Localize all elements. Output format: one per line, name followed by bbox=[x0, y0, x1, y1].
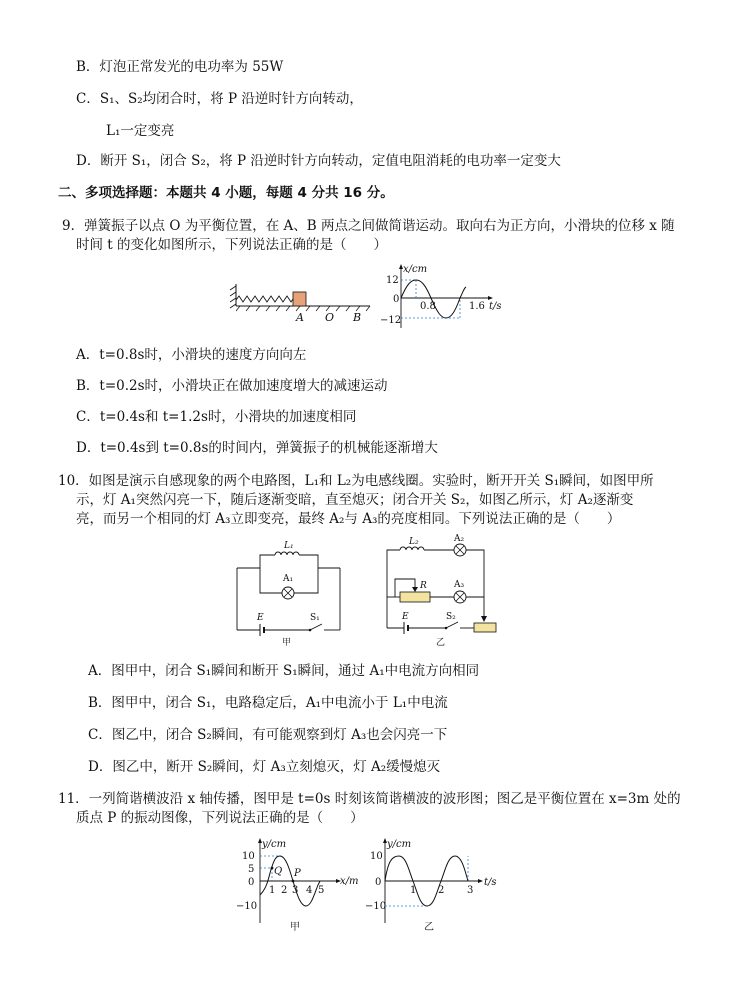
svg-text:L₁: L₁ bbox=[284, 541, 294, 551]
svg-text:2: 2 bbox=[281, 885, 288, 896]
svg-text:4: 4 bbox=[306, 885, 313, 896]
svg-text:E: E bbox=[257, 613, 264, 623]
svg-text:A₃: A₃ bbox=[454, 580, 465, 590]
q10-stem-line1: 10．如图是演示自感现象的两个电路图，L₁和 L₂为电感线圈。实验时，断开开关 S₁瞬间，如图甲所 bbox=[58, 473, 654, 489]
q8-option-d: D．断开 S₁，闭合 S₂，将 P 沿逆时针方向转动，定值电阻消耗的电功率一定变大 bbox=[76, 153, 561, 169]
svg-text:t/s: t/s bbox=[484, 877, 497, 888]
resistor bbox=[474, 623, 496, 632]
q10-circuit-jia bbox=[230, 535, 345, 650]
section-title: 二、多项选择题：本题共 4 小题，每题 4 分共 16 分。 bbox=[58, 185, 394, 201]
q10-option-b: B．图甲中，闭合 S₁，电路稳定后，A₁中电流小于 L₁中电流 bbox=[88, 695, 448, 711]
label-B: B bbox=[353, 311, 362, 324]
svg-text:3: 3 bbox=[467, 885, 474, 896]
label-A: A bbox=[296, 311, 304, 324]
q9-option-d: D．t=0.4s到 t=0.8s的时间内，弹簧振子的机械能逐渐增大 bbox=[76, 440, 438, 456]
q11-stem-line1: 11．一列简谐横波沿 x 轴传播，图甲是 t=0s 时刻该简谐横波的波形图；图乙是平衡位置在 x=3m 处的 bbox=[58, 791, 681, 807]
label-O: O bbox=[325, 311, 335, 324]
svg-text:y/cm: y/cm bbox=[387, 839, 412, 850]
svg-text:3: 3 bbox=[292, 885, 299, 896]
svg-text:S₁: S₁ bbox=[310, 613, 320, 623]
svg-text:0: 0 bbox=[393, 294, 400, 305]
q8-option-c-line2: L₁一定变亮 bbox=[106, 123, 175, 139]
q11-wave-graph-jia bbox=[236, 835, 365, 935]
svg-text:P: P bbox=[294, 868, 301, 879]
spring bbox=[236, 296, 293, 302]
svg-text:x/cm: x/cm bbox=[403, 264, 428, 275]
svg-text:R: R bbox=[420, 581, 427, 591]
svg-text:12: 12 bbox=[386, 275, 399, 286]
q9-xt-graph bbox=[380, 262, 505, 330]
q10-option-a: A．图甲中，闭合 S₁瞬间和断开 S₁瞬间，通过 A₁中电流方向相同 bbox=[88, 663, 480, 679]
svg-text:−10: −10 bbox=[365, 901, 387, 912]
q9-stem-line1: 9．弹簧振子以点 O 为平衡位置，在 A、B 两点之间做简谐运动。取向右为正方向，小滑块的位移 x 随 bbox=[62, 218, 675, 234]
q9-option-a: A．t=0.8s时，小滑块的速度方向向左 bbox=[76, 347, 307, 363]
q10-stem-line2: 示，灯 A₁突然闪亮一下，随后逐渐变暗，直至熄灭；闭合开关 S₂，如图乙所示，灯 A₂逐渐变 bbox=[76, 492, 634, 508]
svg-text:10: 10 bbox=[242, 851, 255, 862]
svg-text:x/m: x/m bbox=[340, 876, 359, 887]
svg-text:A₁: A₁ bbox=[283, 574, 294, 584]
q11-vibration-graph-yi bbox=[365, 835, 500, 935]
rheostat-R bbox=[400, 592, 430, 602]
q9-stem-line2: 时间 t 的变化如图所示，下列说法正确的是（ ） bbox=[76, 237, 388, 253]
svg-text:t/s: t/s bbox=[489, 301, 502, 312]
svg-text:1: 1 bbox=[410, 885, 417, 896]
q10-option-c: C．图乙中，闭合 S₂瞬间，有可能观察到灯 A₃也会闪亮一下 bbox=[88, 727, 448, 743]
svg-text:乙: 乙 bbox=[436, 638, 446, 648]
svg-text:−12: −12 bbox=[380, 315, 402, 326]
svg-text:L₂: L₂ bbox=[409, 537, 419, 547]
q8-option-b: B．灯泡正常发光的电功率为 55W bbox=[76, 59, 284, 75]
svg-text:−10: −10 bbox=[236, 901, 258, 912]
sine-curve bbox=[401, 280, 460, 318]
q9-option-b: B．t=0.2s时，小滑块正在做加速度增大的减速运动 bbox=[76, 378, 388, 394]
svg-text:0: 0 bbox=[375, 877, 382, 888]
svg-text:1: 1 bbox=[269, 885, 276, 896]
svg-text:2: 2 bbox=[438, 885, 445, 896]
svg-text:0.8: 0.8 bbox=[420, 301, 436, 312]
svg-text:A₂: A₂ bbox=[454, 534, 465, 544]
q10-circuit-yi bbox=[380, 535, 505, 650]
q11-stem-line2: 质点 P 的振动图像，下列说法正确的是（ ） bbox=[76, 810, 364, 826]
svg-text:乙: 乙 bbox=[424, 922, 434, 933]
q9-spring-figure bbox=[230, 280, 375, 325]
svg-text:1.6: 1.6 bbox=[469, 301, 485, 312]
svg-text:甲: 甲 bbox=[282, 638, 292, 648]
q9-option-c: C．t=0.4s和 t=1.2s时，小滑块的加速度相同 bbox=[76, 409, 357, 425]
q8-option-c-line1: C．S₁、S₂均闭合时，将 P 沿逆时针方向转动， bbox=[76, 91, 363, 107]
point-P bbox=[292, 880, 295, 883]
slider-block bbox=[293, 292, 306, 306]
point-Q bbox=[271, 867, 274, 870]
q10-stem-line3: 亮，而另一个相同的灯 A₃立即变亮，最终 A₂与 A₃的亮度相同。下列说法正确的是（ ） bbox=[76, 511, 621, 527]
svg-text:S₂: S₂ bbox=[446, 612, 456, 622]
svg-text:5: 5 bbox=[318, 885, 325, 896]
svg-text:E: E bbox=[402, 612, 409, 622]
svg-text:y/cm: y/cm bbox=[262, 839, 287, 850]
q10-option-d: D．图乙中，断开 S₂瞬间，灯 A₃立刻熄灭，灯 A₂缓慢熄灭 bbox=[88, 759, 441, 775]
svg-text:10: 10 bbox=[370, 851, 383, 862]
svg-text:甲: 甲 bbox=[290, 922, 300, 933]
svg-text:5: 5 bbox=[248, 864, 255, 875]
svg-text:Q: Q bbox=[274, 866, 283, 877]
svg-text:0: 0 bbox=[248, 877, 255, 888]
